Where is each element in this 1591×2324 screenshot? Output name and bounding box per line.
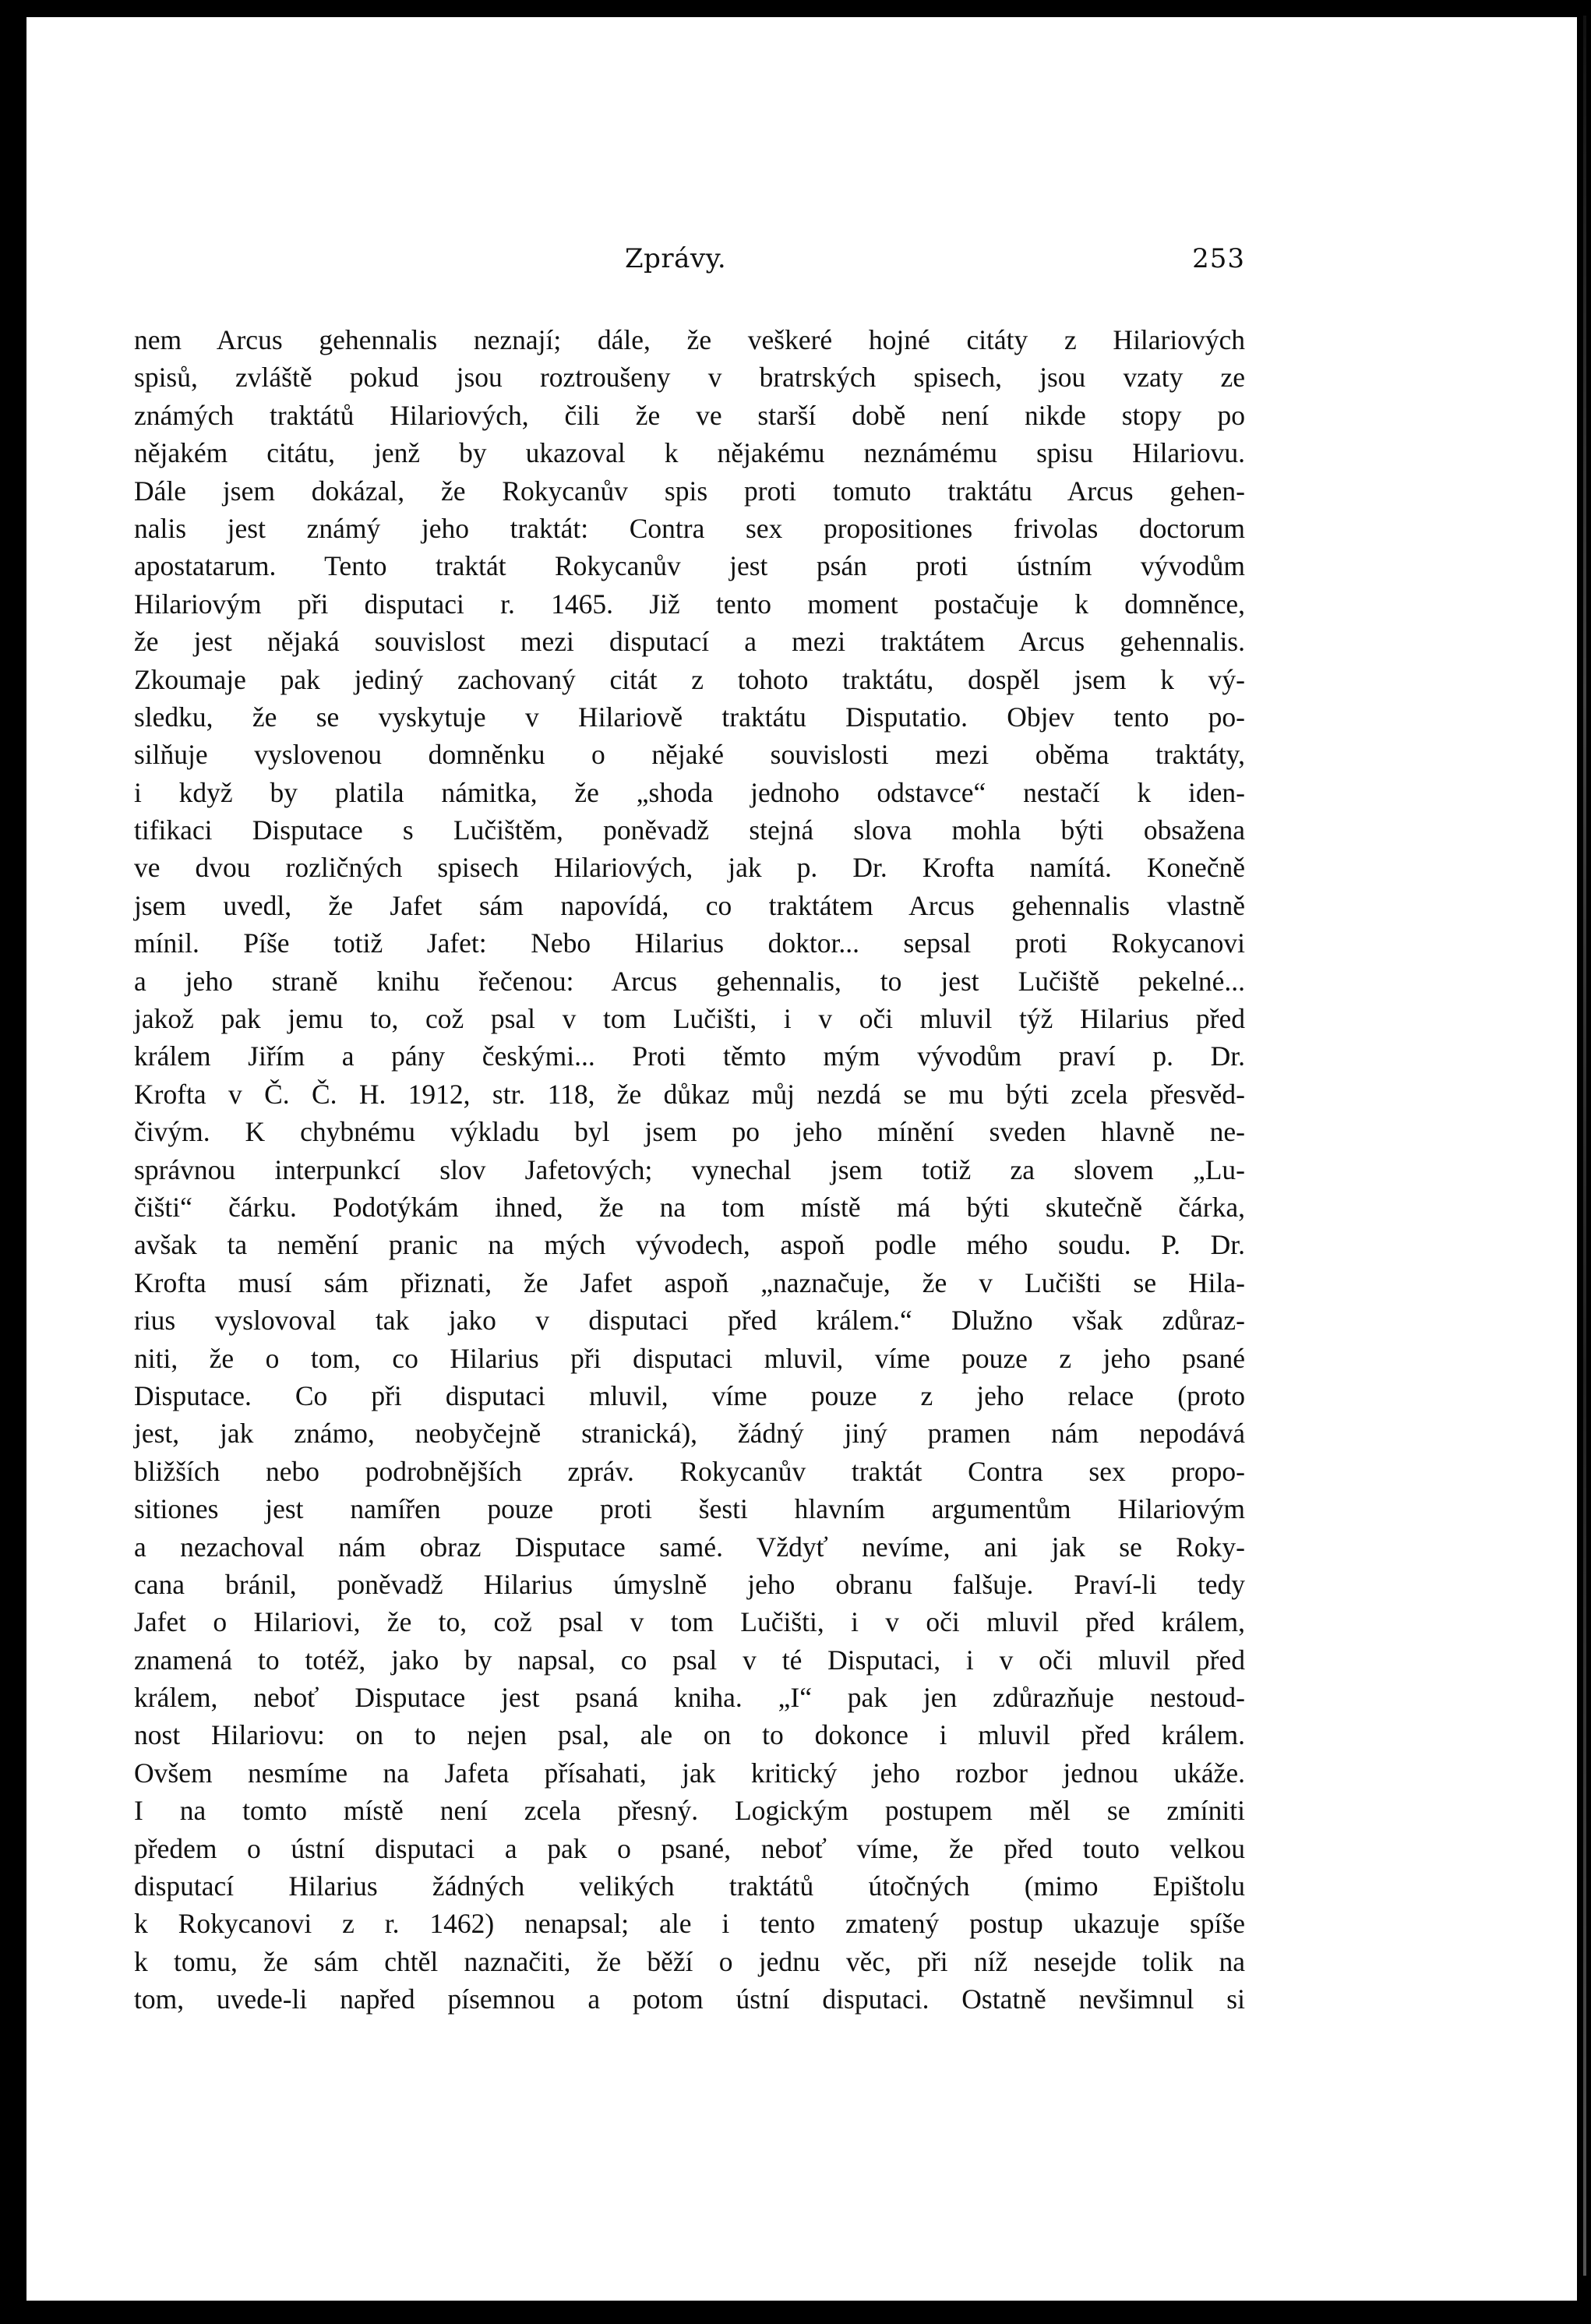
text-line: nalis jest známý jeho traktát: Contra sex propositiones frivolas doctorum (134, 512, 1245, 544)
running-title: Zprávy. (625, 243, 727, 274)
text-line: správnou interpunkcí slov Jafetových; vynechal jsem totiž za slovem „Lu- (134, 1153, 1245, 1185)
text-line: králem, neboť Disputace jest psaná kniha. „I“ pak jen zdůrazňuje nestoud- (134, 1682, 1245, 1714)
text-line: Jafet o Hilariovi, že to, což psal v tom Lučišti, i v oči mluvil před králem, (134, 1606, 1245, 1638)
text-line: jest, jak známo, neobyčejně stranická), žádný jiný pramen nám nepodává (134, 1418, 1245, 1450)
text-line: spisů, zvláště pokud jsou roztroušeny v bratrských spisech, jsou vzaty ze (134, 362, 1245, 394)
text-line: jakož pak jemu to, což psal v tom Lučišti, i v oči mluvil týž Hilarius před (134, 1003, 1245, 1035)
text-line: známých traktátů Hilariových, čili že ve starší době není nikde stopy po (134, 399, 1245, 431)
text-line: Ovšem nesmíme na Jafeta přísahati, jak kritický jeho rozbor jednou ukáže. (134, 1757, 1245, 1789)
page-number: 253 (1192, 243, 1245, 274)
text-line: a nezachoval nám obraz Disputace samé. Vždyť nevíme, ani jak se Roky- (134, 1531, 1245, 1563)
text-line: že jest nějaká souvislost mezi disputací a mezi traktátem Arcus gehennalis. (134, 626, 1245, 658)
text-line: sitiones jest namířen pouze proti šesti hlavním argumentům Hilariovým (134, 1493, 1245, 1525)
text-line: apostatarum. Tento traktát Rokycanův jest psán proti ústním vývodům (134, 550, 1245, 582)
text-line: silňuje vyslovenou domněnku o nějaké souvislosti mezi oběma traktáty, (134, 739, 1245, 771)
text-line: I na tomto místě není zcela přesný. Logickým postupem měl se zmíniti (134, 1795, 1245, 1827)
text-line: rius vyslovoval tak jako v disputaci před králem.“ Dlužno však zdůraz- (134, 1305, 1245, 1337)
text-line: a jeho straně knihu řečenou: Arcus gehennalis, to jest Lučiště pekelné... (134, 965, 1245, 997)
text-line: niti, že o tom, co Hilarius při disputaci mluvil, víme pouze z jeho psané (134, 1342, 1245, 1374)
text-line: nost Hilariovu: on to nejen psal, ale on to dokonce i mluvil před králem. (134, 1719, 1245, 1751)
page-header (134, 243, 1245, 282)
text-line: znamená to totéž, jako by napsal, co psal v té Disputaci, i v oči mluvil před (134, 1644, 1245, 1676)
body-text (134, 321, 1245, 2018)
text-line: Disputace. Co při disputaci mluvil, víme pouze z jeho relace (proto (134, 1379, 1245, 1411)
text-line: čišti“ čárku. Podotýkám ihned, že na tom místě má býti skutečně čárka, (134, 1191, 1245, 1223)
text-line: předem o ústní disputaci a pak o psané, neboť víme, že před touto velkou (134, 1832, 1245, 1864)
text-line: bližších nebo podrobnějších zpráv. Rokycanův traktát Contra sex propo- (134, 1455, 1245, 1487)
text-line: i když by platila námitka, že „shoda jednoho odstavce“ nestačí k iden- (134, 776, 1245, 808)
text-line: Hilariovým při disputaci r. 1465. Již tento moment postačuje k domněnce, (134, 588, 1245, 620)
text-line: k Rokycanovi z r. 1462) nenapsal; ale i tento zmatený postup ukazuje spíše (134, 1908, 1245, 1940)
text-line: nem Arcus gehennalis neznají; dále, že veškeré hojné citáty z Hilariových (134, 324, 1245, 355)
text-line: Dále jsem dokázal, že Rokycanův spis proti tomuto traktátu Arcus gehen- (134, 475, 1245, 507)
text-line: nějakém citátu, jenž by ukazoval k nějakému neznámému spisu Hilariovu. (134, 437, 1245, 469)
scan-edge-shadow (1583, 16, 1586, 2276)
text-line: disputací Hilarius žádných velikých traktátů útočných (mimo Epištolu (134, 1870, 1245, 1902)
text-line: tom, uvede-li napřed písemnou a potom ústní disputaci. Ostatně nevšimnul si (134, 1983, 1245, 2015)
text-line: sledku, že se vyskytuje v Hilariově traktátu Disputatio. Objev tento po- (134, 701, 1245, 733)
text-line: čivým. K chybnému výkladu byl jsem po jeho mínění sveden hlavně ne- (134, 1116, 1245, 1148)
text-line: avšak ta nemění pranic na mých vývodech, aspoň podle mého soudu. P. Dr. (134, 1229, 1245, 1261)
text-line: Zkoumaje pak jediný zachovaný citát z tohoto traktátu, dospěl jsem k vý- (134, 663, 1245, 695)
text-line: ve dvou rozličných spisech Hilariových, jak p. Dr. Krofta namítá. Konečně (134, 852, 1245, 884)
text-line: mínil. Píše totiž Jafet: Nebo Hilarius doktor... sepsal proti Rokycanovi (134, 927, 1245, 959)
text-line: cana bránil, poněvadž Hilarius úmyslně jeho obranu falšuje. Praví-li tedy (134, 1568, 1245, 1600)
text-line: Krofta v Č. Č. H. 1912, str. 118, že důkaz můj nezdá se mu býti zcela přesvěd- (134, 1078, 1245, 1110)
text-line: Krofta musí sám přiznati, že Jafet aspoň „naznačuje, že v Lučišti se Hila- (134, 1266, 1245, 1298)
text-line: tifikaci Disputace s Lučištěm, poněvadž stejná slova mohla býti obsažena (134, 814, 1245, 846)
text-line: jsem uvedl, že Jafet sám napovídá, co traktátem Arcus gehennalis vlastně (134, 889, 1245, 921)
text-line: králem Jiřím a pány českými... Proti těmto mým vývodům praví p. Dr. (134, 1040, 1245, 1072)
text-line: k tomu, že sám chtěl naznačiti, že běží o jednu věc, při níž nesejde tolik na (134, 1945, 1245, 1977)
